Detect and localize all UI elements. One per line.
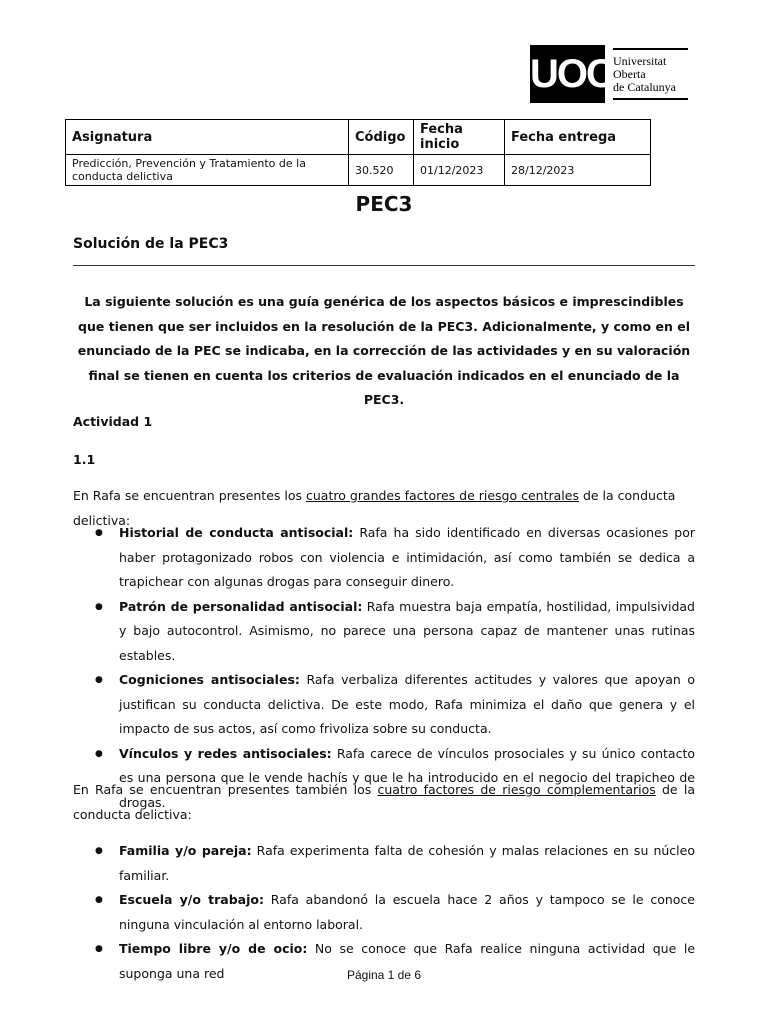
uoc-logo xyxy=(530,45,690,103)
cell-fecha-inicio: 01/12/2023 xyxy=(414,155,505,186)
header-codigo: Código xyxy=(349,120,414,155)
logo-text xyxy=(613,55,676,94)
logo-line-2: Oberta xyxy=(613,66,646,81)
list-item xyxy=(73,668,695,742)
list-item xyxy=(73,839,695,888)
logo-rule-top xyxy=(613,48,688,50)
section-subtitle: Solución de la PEC3 xyxy=(73,236,229,252)
section-heading: 1.1 xyxy=(73,452,96,467)
factor-text: Rafa carece de vínculos prosociales y su único contacto es una persona que le vende hachís y que le ha introducido en el negocio del trapicheo de drogas. xyxy=(119,745,695,810)
logo-line-1: Universitat xyxy=(613,53,667,68)
factor-term: Historial de conducta antisocial: xyxy=(119,525,354,540)
central-factors-list xyxy=(73,521,695,815)
factor-term: Tiempo libre y/o de ocio: xyxy=(119,941,308,956)
page-number: Página 1 de 6 xyxy=(346,968,422,982)
logo-mark: UOC xyxy=(530,45,605,103)
para1-before: En Rafa se encuentran presentes los xyxy=(73,488,306,503)
header-fecha-inicio: Fecha inicio xyxy=(414,120,505,155)
logo-line-3: de Catalunya xyxy=(613,79,676,94)
list-item xyxy=(73,888,695,937)
factor-text: No se conoce que Rafa realice ninguna actividad que le suponga una red xyxy=(119,941,696,981)
factor-text: Rafa abandonó la escuela hace 2 años y tampoco se le conoce ninguna vinculación al entorno laboral. xyxy=(119,892,695,932)
factor-term: Vínculos y redes antisociales: xyxy=(119,745,332,761)
header-fecha-entrega: Fecha entrega xyxy=(505,120,651,155)
para1-underlined: cuatro grandes factores de riesgo centrales xyxy=(306,488,579,503)
cell-fecha-entrega: 28/12/2023 xyxy=(505,155,651,186)
para2-underlined: cuatro factores de riesgo complementarios xyxy=(377,782,656,797)
factor-term: Patrón de personalidad antisocial: xyxy=(119,598,363,614)
list-item xyxy=(73,521,695,595)
table-header-row xyxy=(66,120,651,155)
factor-term: Familia y/o pareja: xyxy=(119,843,252,858)
factor-text: Rafa ha sido identificado en diversas ocasiones por haber protagonizado robos con violencia e intimidación, así como también se dedica a trapichear con algunas drogas para conseguir dinero. xyxy=(119,525,696,589)
paragraph-complementary-factors xyxy=(73,778,695,827)
cell-codigo: 30.520 xyxy=(349,155,414,186)
factor-term: Escuela y/o trabajo: xyxy=(119,892,264,907)
para2-after: de la conducta delictiva: xyxy=(73,782,695,822)
factor-text: Rafa muestra baja empatía, hostilidad, impulsividad y bajo autocontrol. Asimismo, no parece una persona capaz de mantener unas rutinas estables. xyxy=(119,598,695,663)
factor-term: Cogniciones antisociales: xyxy=(119,672,300,687)
cell-asignatura: Predicción, Prevención y Tratamiento de la conducta delictiva xyxy=(66,155,349,186)
complementary-factors-list xyxy=(73,839,695,986)
activity-heading: Actividad 1 xyxy=(73,414,153,429)
factor-text: Rafa experimenta falta de cohesión y malas relaciones en su núcleo familiar. xyxy=(119,843,695,883)
list-item xyxy=(73,595,695,669)
intro-paragraph: La siguiente solución es una guía genérica de los aspectos básicos e imprescindibles que tienen que ser incluidos en la resolución de la PEC3. Adicionalmente, y como en el enunciado de la PEC se indicaba, en la corrección de las actividades y en su valoración final se tienen en cuenta los criterios de evaluación indicados en el enunciado de la PEC3. xyxy=(77,294,691,407)
table-row xyxy=(66,155,651,186)
logo-rule-bottom xyxy=(613,98,688,100)
course-info-table xyxy=(65,119,651,186)
factor-text: Rafa verbaliza diferentes actitudes y valores que apoyan o justifican su conducta delictiva. De este modo, Rafa minimiza el daño que genera y el impacto de sus actos, así como frivoliza sobre su conducta. xyxy=(119,672,696,736)
header-asignatura: Asignatura xyxy=(66,120,349,155)
para1-after: de la conducta delictiva: xyxy=(73,488,676,528)
para2-before: En Rafa se encuentran presentes también los xyxy=(73,782,378,797)
divider xyxy=(73,265,695,266)
document-title: PEC3 xyxy=(355,192,413,216)
